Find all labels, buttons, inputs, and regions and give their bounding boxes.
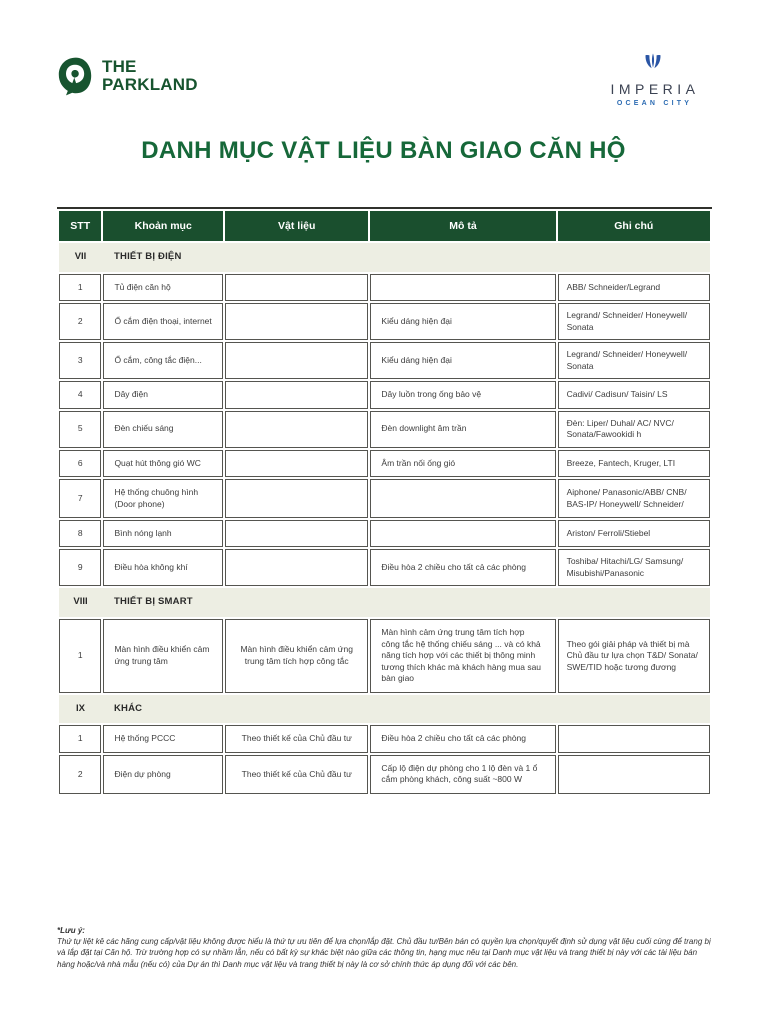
cell-note: Aiphone/ Panasonic/ABB/ CNB/ BAS-IP/ Honeywell/ Schneider/ xyxy=(558,479,710,518)
cell-item: Bình nóng lạnh xyxy=(103,520,223,547)
cell-description: Màn hình cảm ứng trung tâm tích hợp công tắc hệ thống chiếu sáng ... và có khả năng tích hợp với các thiết bị thông minh tương thích khác mà khách hàng mua sau bàn giao xyxy=(370,619,555,692)
table-header-row xyxy=(59,211,710,241)
cell-material xyxy=(225,381,368,408)
section-cell xyxy=(59,588,710,617)
cell-stt: 4 xyxy=(59,381,101,408)
cell-stt: 6 xyxy=(59,450,101,477)
cell-description xyxy=(370,520,555,547)
table-row xyxy=(59,479,710,518)
cell-description: Cấp lộ điện dự phòng cho 1 lộ đèn và 1 ổ cắm phòng khách, công suất ~800 W xyxy=(370,755,555,794)
cell-material: Theo thiết kế của Chủ đầu tư xyxy=(225,755,368,794)
cell-item: Dây điện xyxy=(103,381,223,408)
cell-item: Màn hình điều khiển cảm ứng trung tâm xyxy=(103,619,223,692)
cell-material xyxy=(225,303,368,340)
table-row xyxy=(59,725,710,752)
section-label: THIẾT BỊ ĐIỆN xyxy=(114,251,182,262)
table-row xyxy=(59,303,710,340)
section-cell xyxy=(59,695,710,724)
cell-item: Điện dự phòng xyxy=(103,755,223,794)
table-row xyxy=(59,755,710,794)
imperia-tulip-icon xyxy=(641,52,665,78)
cell-item: Đèn chiếu sáng xyxy=(103,411,223,448)
col-header-item: Khoản mục xyxy=(103,211,223,241)
cell-item: Tủ điện căn hộ xyxy=(103,274,223,301)
cell-description: Đèn downlight âm trần xyxy=(370,411,555,448)
table-row xyxy=(59,450,710,477)
imperia-name: IMPERIA xyxy=(610,81,700,97)
cell-note: Ariston/ Ferroli/Stiebel xyxy=(558,520,710,547)
cell-note: Legrand/ Schneider/ Honeywell/ Sonata xyxy=(558,303,710,340)
cell-item: Ổ cắm điện thoại, internet xyxy=(103,303,223,340)
section-label: KHÁC xyxy=(114,702,143,714)
footnote-text: Thứ tự liệt kê các hãng cung cấp/vật liệu không được hiểu là thứ tự ưu tiên để lựa chọn/lắp đặt. Chủ đầu tư/Bên bán có quyền lựa chọn/quyết định sử dụng vật liệu cuối cùng để trang bị và lắp đặt tại Căn hộ. Trừ trường hợp có sự nhầm lẫn, nếu có bất kỳ sự khác biệt nào giữa các thông tin, hạng mục nêu tại Danh mục vật liệu và trang thiết bị này với các tài liệu bán hàng hoặc/và nhà mẫu (nếu có) của Dự án thì Danh mục vật liệu và trang thiết bị này là cơ sở chính thức áp dụng đối với các bên. xyxy=(57,937,711,969)
col-header-stt: STT xyxy=(59,211,101,241)
cell-stt: 1 xyxy=(59,274,101,301)
cell-description: Điều hòa 2 chiều cho tất cả các phòng xyxy=(370,549,555,586)
parkland-logo xyxy=(57,56,198,97)
cell-stt: 9 xyxy=(59,549,101,586)
cell-note: Cadivi/ Cadisun/ Taisin/ LS xyxy=(558,381,710,408)
cell-note xyxy=(558,755,710,794)
cell-description: Điều hòa 2 chiều cho tất cả các phòng xyxy=(370,725,555,752)
section-numeral: VIII xyxy=(73,596,88,608)
imperia-logo xyxy=(593,52,713,107)
cell-note: Theo gói giải pháp và thiết bị mà Chủ đầu tư lựa chọn T&D/ Sonata/ SWE/TID hoặc tương đương xyxy=(558,619,710,692)
cell-material xyxy=(225,411,368,448)
section-label: THIẾT BỊ SMART xyxy=(114,596,193,608)
materials-table xyxy=(57,207,712,796)
table-row xyxy=(59,619,710,692)
table-row xyxy=(59,381,710,408)
table-row xyxy=(59,274,710,301)
cell-description xyxy=(370,479,555,518)
cell-material xyxy=(225,342,368,379)
section-row-viii xyxy=(59,588,710,617)
cell-description: Kiểu dáng hiện đại xyxy=(370,303,555,340)
section-numeral: VII xyxy=(74,251,87,262)
cell-item: Quạt hút thông gió WC xyxy=(103,450,223,477)
footnote xyxy=(57,925,713,970)
cell-stt: 2 xyxy=(59,303,101,340)
cell-material xyxy=(225,479,368,518)
section-numeral: IX xyxy=(76,702,85,714)
cell-note xyxy=(558,725,710,752)
parkland-wordmark xyxy=(102,56,198,94)
parkland-word-line2: PARKLAND xyxy=(102,75,198,94)
cell-material xyxy=(225,549,368,586)
cell-note: Toshiba/ Hitachi/LG/ Samsung/ Misubishi/Panasonic xyxy=(558,549,710,586)
section-row-ix xyxy=(59,695,710,724)
cell-stt: 2 xyxy=(59,755,101,794)
cell-stt: 5 xyxy=(59,411,101,448)
cell-item: Hệ thống PCCC xyxy=(103,725,223,752)
cell-item: Ổ cắm, công tắc điện... xyxy=(103,342,223,379)
col-header-description: Mô tả xyxy=(370,211,555,241)
parkland-leaf-icon xyxy=(57,56,93,97)
imperia-subtitle: OCEAN CITY xyxy=(616,100,693,107)
table-row xyxy=(59,342,710,379)
cell-description: Kiểu dáng hiện đại xyxy=(370,342,555,379)
section-cell xyxy=(59,243,710,272)
cell-material: Màn hình điều khiển cảm ứng trung tâm tích hợp công tắc xyxy=(225,619,368,692)
page-title: DANH MỤC VẬT LIỆU BÀN GIAO CĂN HỘ xyxy=(141,137,626,164)
cell-stt: 7 xyxy=(59,479,101,518)
cell-item: Hệ thống chuông hình (Door phone) xyxy=(103,479,223,518)
cell-stt: 1 xyxy=(59,619,101,692)
cell-note: Legrand/ Schneider/ Honeywell/ Sonata xyxy=(558,342,710,379)
cell-note: Breeze, Fantech, Kruger, LTI xyxy=(558,450,710,477)
cell-note: Đèn: Liper/ Duhal/ AC/ NVC/ Sonata/Fawookidi h xyxy=(558,411,710,448)
footnote-label: *Lưu ý: xyxy=(57,926,85,935)
table-row xyxy=(59,549,710,586)
cell-stt: 3 xyxy=(59,342,101,379)
cell-material xyxy=(225,274,368,301)
section-row-vii xyxy=(59,243,710,272)
cell-description xyxy=(370,274,555,301)
cell-material xyxy=(225,450,368,477)
cell-note: ABB/ Schneider/Legrand xyxy=(558,274,710,301)
table-row xyxy=(59,411,710,448)
cell-item: Điều hòa không khí xyxy=(103,549,223,586)
table-row xyxy=(59,520,710,547)
cell-material xyxy=(225,520,368,547)
cell-description: Dây luồn trong ống bảo vệ xyxy=(370,381,555,408)
cell-stt: 8 xyxy=(59,520,101,547)
col-header-material: Vật liệu xyxy=(225,211,368,241)
cell-description: Âm trần nối ống gió xyxy=(370,450,555,477)
cell-material: Theo thiết kế của Chủ đầu tư xyxy=(225,725,368,752)
col-header-note: Ghi chú xyxy=(558,211,710,241)
cell-stt: 1 xyxy=(59,725,101,752)
parkland-word-line1: THE xyxy=(102,57,137,76)
